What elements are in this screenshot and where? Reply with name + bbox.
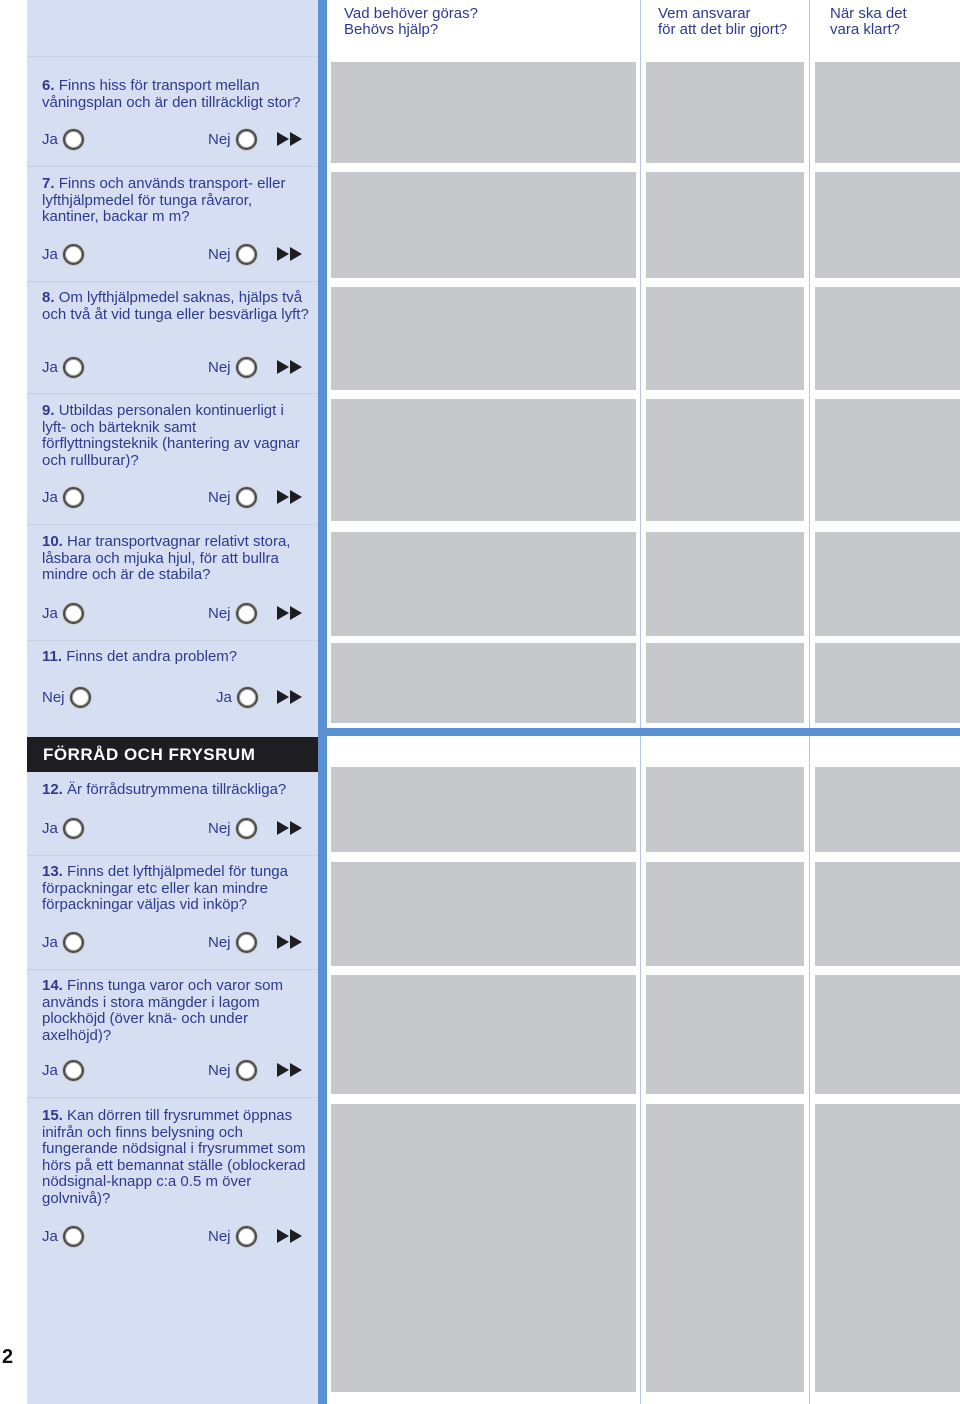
radio-option-2[interactable] [237, 687, 258, 708]
row-separator [27, 524, 318, 525]
radio-option-1[interactable] [63, 1226, 84, 1247]
header-who-responsible: Vem ansvarar för att det blir gjort? [658, 5, 788, 38]
answer-box-who[interactable] [646, 172, 804, 278]
question-9: 9. Utbildas personalen kontinuerligt i lyft- och bärteknik samt förflyttningsteknik (hantering av vagnar och rullburar)? [42, 402, 300, 469]
double-arrow-icon [277, 247, 303, 261]
radio-option-1[interactable] [63, 1060, 84, 1081]
answer-box-what[interactable] [331, 975, 636, 1094]
answer-box-who[interactable] [646, 532, 804, 636]
answer-box-when[interactable] [815, 1104, 960, 1392]
question-13: 13. Finns det lyfthjälpmedel för tunga förpackningar etc eller kan mindre förpackningar väljas vid inköp? [42, 863, 288, 913]
radio-option-1[interactable] [63, 129, 84, 150]
radio-option-2[interactable] [236, 818, 257, 839]
answer-box-what[interactable] [331, 62, 636, 163]
answer-row-11: Nej Ja [42, 683, 307, 711]
question-15: 15. Kan dörren till frysrummet öppnas inifrån och finns belysning och fungerande nödsignal i frysrummet som hörs på ett bemannat ställe (oblockerad nödsignal-knapp c:a 0.5 m över golvnivå)? [42, 1107, 306, 1207]
question-8: 8. Om lyfthjälpmedel saknas, hjälps två och två åt vid tunga eller besvärliga lyft? [42, 289, 309, 323]
row-separator [27, 640, 318, 641]
radio-option-1[interactable] [63, 487, 84, 508]
answer-row-6: Ja Nej [42, 125, 307, 153]
radio-option-1[interactable] [63, 603, 84, 624]
answer-box-who[interactable] [646, 767, 804, 852]
answer-box-who[interactable] [646, 62, 804, 163]
answer-row-8: Ja Nej [42, 353, 307, 381]
question-10: 10. Har transportvagnar relativt stora, låsbara och mjuka hjul, för att bullra mindre och är de stabila? [42, 533, 291, 583]
row-separator [27, 281, 318, 282]
answer-box-when[interactable] [815, 767, 960, 852]
radio-option-1[interactable] [63, 818, 84, 839]
question-6: 6. Finns hiss för transport mellan våningsplan och är den tillräckligt stor? [42, 77, 301, 111]
answer-box-who[interactable] [646, 643, 804, 723]
answer-box-what[interactable] [331, 1104, 636, 1392]
answer-box-what[interactable] [331, 767, 636, 852]
answer-box-what[interactable] [331, 172, 636, 278]
answer-row-9: Ja Nej [42, 483, 307, 511]
page-number: 2 [2, 1346, 14, 1368]
double-arrow-icon [277, 490, 303, 504]
answer-box-when[interactable] [815, 399, 960, 521]
double-arrow-icon [277, 360, 303, 374]
double-arrow-icon [277, 1063, 303, 1077]
double-arrow-icon [277, 132, 303, 146]
row-separator [27, 855, 318, 856]
answer-box-when[interactable] [815, 862, 960, 966]
radio-option-2[interactable] [236, 357, 257, 378]
question-14: 14. Finns tunga varor och varor som används i stora mängder i lagom plockhöjd (över knä- och under axelhöjd)? [42, 977, 283, 1044]
header-what-to-do: Vad behöver göras? Behövs hjälp? [344, 5, 478, 38]
radio-option-2[interactable] [236, 244, 257, 265]
row-separator [27, 166, 318, 167]
answer-row-10: Ja Nej [42, 599, 307, 627]
row-separator [27, 56, 318, 57]
double-arrow-icon [277, 821, 303, 835]
answer-box-when[interactable] [815, 62, 960, 163]
answer-box-when[interactable] [815, 643, 960, 723]
question-12: 12. Är förrådsutrymmena tillräckliga? [42, 781, 287, 798]
radio-option-2[interactable] [236, 129, 257, 150]
column-divider-main [318, 0, 327, 1404]
answer-box-who[interactable] [646, 287, 804, 390]
column-divider-3 [809, 0, 810, 1404]
question-11: 11. Finns det andra problem? [42, 648, 238, 665]
section-divider-line [318, 728, 960, 736]
answer-box-who[interactable] [646, 975, 804, 1094]
row-separator [27, 393, 318, 394]
answer-row-15: Ja Nej [42, 1222, 307, 1250]
answer-box-when[interactable] [815, 975, 960, 1094]
radio-option-2[interactable] [236, 1226, 257, 1247]
answer-box-who[interactable] [646, 1104, 804, 1392]
radio-option-1[interactable] [63, 932, 84, 953]
radio-option-1[interactable] [63, 244, 84, 265]
answer-row-13: Ja Nej [42, 928, 307, 956]
answer-box-when[interactable] [815, 287, 960, 390]
answer-box-what[interactable] [331, 399, 636, 521]
answer-row-7: Ja Nej [42, 240, 307, 268]
double-arrow-icon [277, 606, 303, 620]
row-separator [27, 969, 318, 970]
radio-option-2[interactable] [236, 932, 257, 953]
answer-row-12: Ja Nej [42, 814, 307, 842]
row-separator [27, 1097, 318, 1098]
double-arrow-icon [277, 1229, 303, 1243]
answer-box-what[interactable] [331, 643, 636, 723]
answer-box-what[interactable] [331, 532, 636, 636]
answer-box-what[interactable] [331, 862, 636, 966]
question-7: 7. Finns och används transport- eller lyfthjälpmedel för tunga råvaror, kantiner, backar m m? [42, 175, 286, 225]
column-divider-2 [640, 0, 641, 1404]
answer-box-when[interactable] [815, 172, 960, 278]
radio-option-2[interactable] [236, 487, 257, 508]
double-arrow-icon [277, 690, 303, 704]
section-title: FÖRRÅD OCH FRYSRUM [27, 737, 318, 772]
double-arrow-icon [277, 935, 303, 949]
answer-row-14: Ja Nej [42, 1056, 307, 1084]
radio-option-2[interactable] [236, 603, 257, 624]
answer-box-who[interactable] [646, 862, 804, 966]
header-when-done: När ska det vara klart? [830, 5, 907, 38]
answer-box-who[interactable] [646, 399, 804, 521]
radio-option-2[interactable] [236, 1060, 257, 1081]
radio-option-1[interactable] [70, 687, 91, 708]
answer-box-what[interactable] [331, 287, 636, 390]
radio-option-1[interactable] [63, 357, 84, 378]
answer-box-when[interactable] [815, 532, 960, 636]
